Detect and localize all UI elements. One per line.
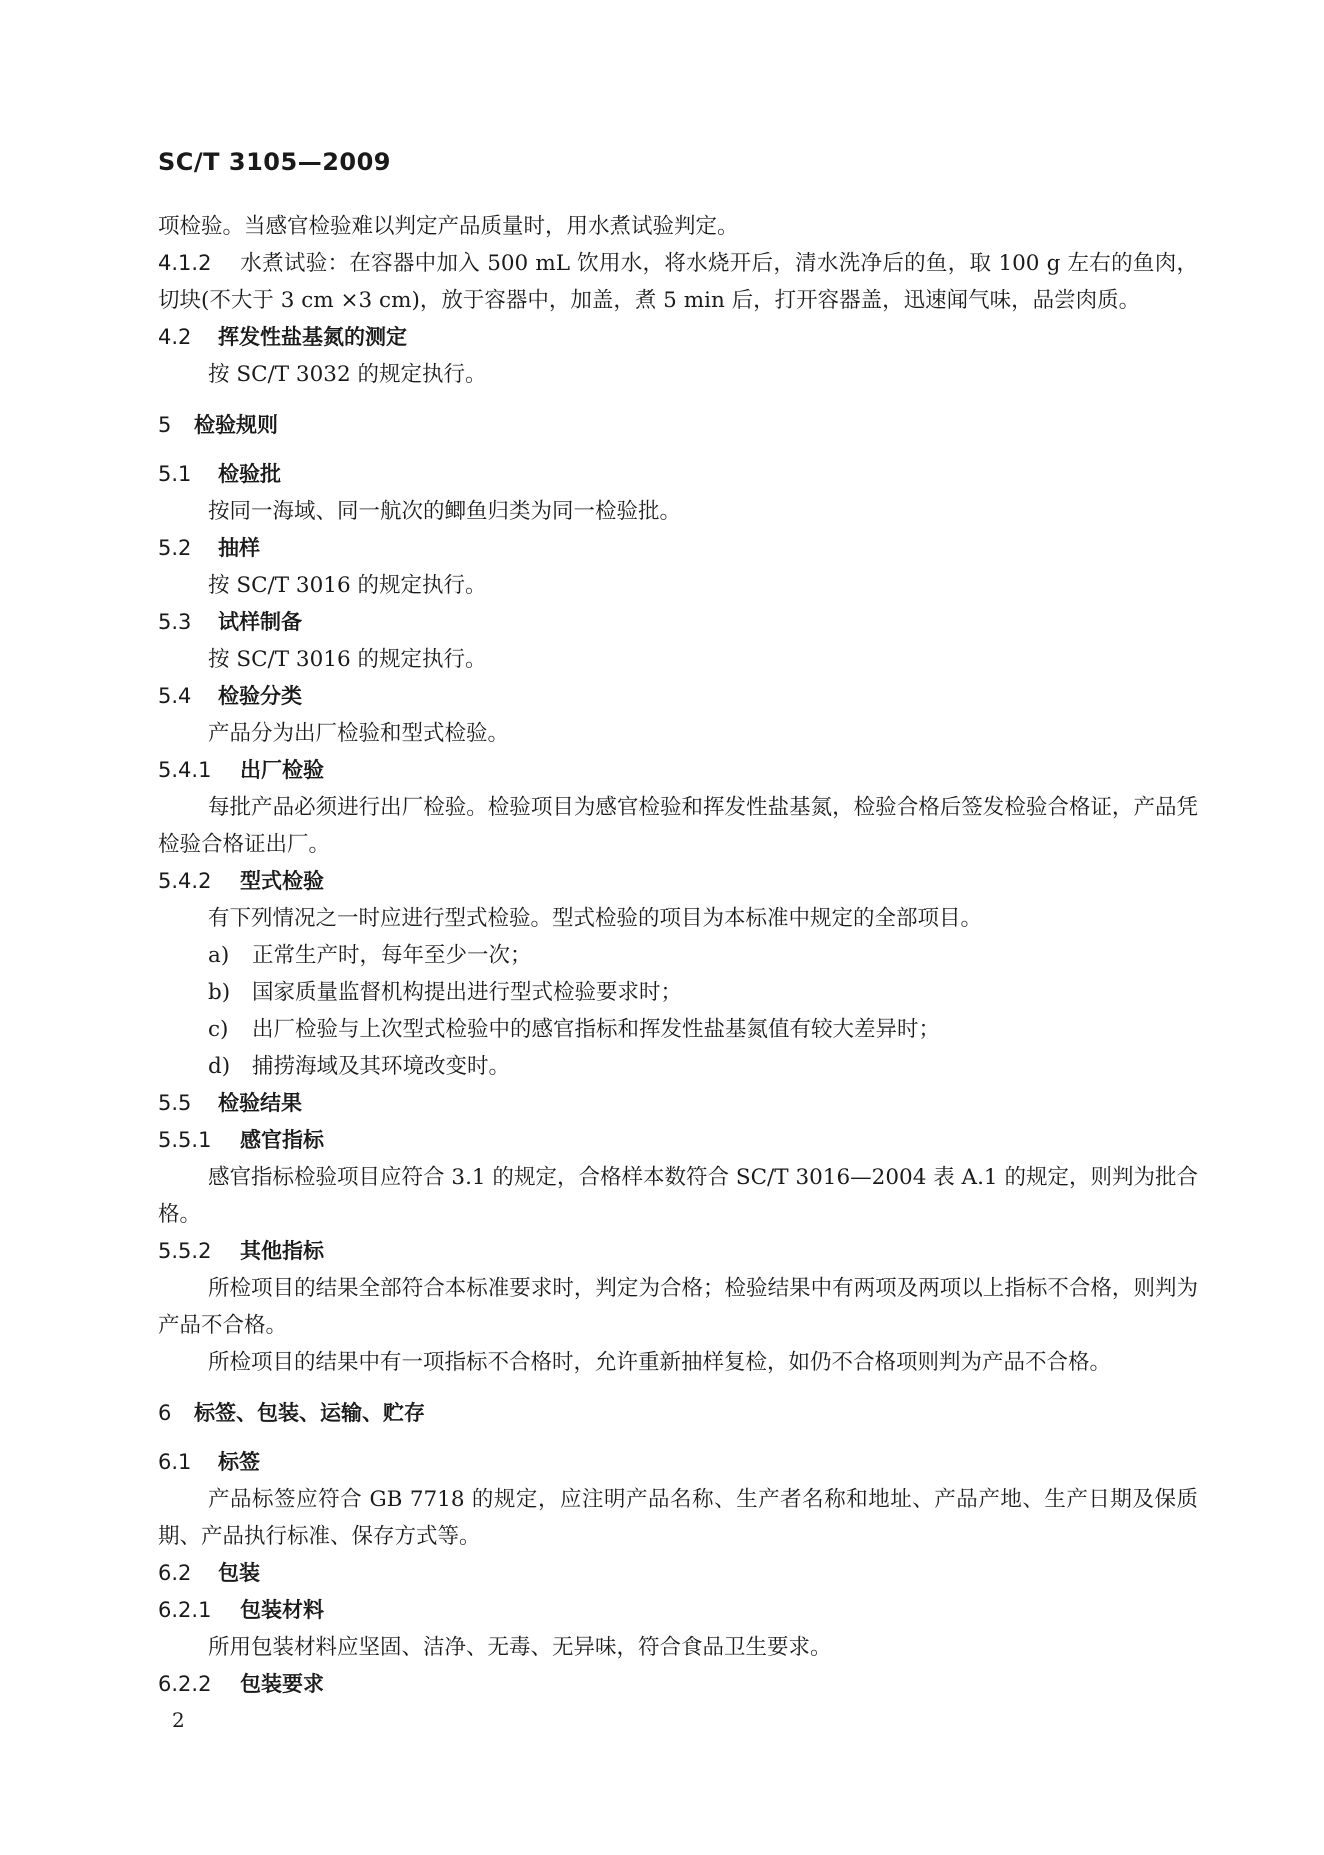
clause-number: 5.4 xyxy=(158,684,192,708)
clause-5-2-text: 按 SC/T 3016 的规定执行。 xyxy=(208,573,487,598)
clause-title: 包装材料 xyxy=(240,1598,324,1622)
list-item xyxy=(158,974,1198,1011)
clause-5-2-heading xyxy=(158,530,1198,567)
clause-5-4-text: 产品分为出厂检验和型式检验。 xyxy=(208,721,510,746)
list-item-label: b) xyxy=(208,980,231,1005)
clause-6-2-1-text: 所用包装材料应坚固、洁净、无毒、无异味，符合食品卫生要求。 xyxy=(208,1635,832,1660)
clause-5-5-1-heading xyxy=(158,1122,1198,1159)
clause-title: 出厂检验 xyxy=(240,758,324,782)
clause-number: 6.2 xyxy=(158,1561,192,1585)
clause-number: 5.5.2 xyxy=(158,1239,212,1263)
clause-5-4-1-text: 每批产品必须进行出厂检验。检验项目为感官检验和挥发性盐基氮，检验合格后签发检验合格证，产品凭检验合格证出厂。 xyxy=(158,795,1198,857)
clause-5-1-heading xyxy=(158,456,1198,493)
chapter-number: 5 xyxy=(158,413,172,437)
list-item-label: a) xyxy=(208,943,230,968)
clause-number: 4.2 xyxy=(158,325,192,349)
clause-5-3-text: 按 SC/T 3016 的规定执行。 xyxy=(208,647,487,672)
clause-number: 5.5 xyxy=(158,1091,192,1115)
clause-5-4-heading xyxy=(158,678,1198,715)
clause-title: 感官指标 xyxy=(240,1128,324,1152)
clause-number: 5.2 xyxy=(158,536,192,560)
clause-5-5-2-text-2: 所检项目的结果中有一项指标不合格时，允许重新抽样复检，如仍不合格项则判为产品不合格。 xyxy=(208,1350,1112,1375)
list-item xyxy=(158,937,1198,974)
clause-title: 包装要求 xyxy=(240,1672,324,1696)
page-number: 2 xyxy=(172,1708,185,1732)
clause-number: 5.5.1 xyxy=(158,1128,212,1152)
clause-number: 6.2.1 xyxy=(158,1598,212,1622)
clause-6-1-heading xyxy=(158,1444,1198,1481)
list-item xyxy=(158,1048,1198,1085)
clause-6-1-text: 产品标签应符合 GB 7718 的规定，应注明产品名称、生产者名称和地址、产品产地、生产日期及保质期、产品执行标准、保存方式等。 xyxy=(158,1487,1198,1549)
continuation-paragraph: 项检验。当感官检验难以判定产品质量时，用水煮试验判定。 xyxy=(158,214,739,239)
clause-number: 6.2.2 xyxy=(158,1672,212,1696)
chapter-title: 标签、包装、运输、贮存 xyxy=(194,1401,425,1425)
standard-code-header: SC/T 3105—2009 xyxy=(158,148,391,176)
clause-5-1-text: 按同一海域、同一航次的鲫鱼归类为同一检验批。 xyxy=(208,499,682,524)
clause-5-4-2-heading xyxy=(158,863,1198,900)
document-body xyxy=(158,208,1198,1703)
clause-title: 其他指标 xyxy=(240,1239,324,1263)
clause-title: 包装 xyxy=(218,1561,260,1585)
clause-title: 挥发性盐基氮的测定 xyxy=(218,325,407,349)
clause-5-5-1-text: 感官指标检验项目应符合 3.1 的规定，合格样本数符合 SC/T 3016—2004 表 A.1 的规定，则判为批合格。 xyxy=(158,1165,1198,1227)
list-item-label: d) xyxy=(208,1054,231,1079)
chapter-6-heading xyxy=(158,1395,1198,1432)
clause-number: 4.1.2 xyxy=(158,251,212,275)
clause-text: 水煮试验：在容器中加入 500 mL 饮用水，将水烧开后，清水洗净后的鱼，取 100 g 左右的鱼肉，切块(不大于 3 cm ×3 cm)，放于容器中，加盖，煮 5 min 后，打开容器盖，迅速闻气味，品尝肉质。 xyxy=(158,251,1198,313)
clause-5-4-1-heading xyxy=(158,752,1198,789)
clause-5-5-2-text-1: 所检项目的结果全部符合本标准要求时，判定为合格；检验结果中有两项及两项以上指标不合格，则判为产品不合格。 xyxy=(158,1276,1198,1338)
clause-title: 标签 xyxy=(218,1450,260,1474)
chapter-5-heading xyxy=(158,407,1198,444)
list-item-text: 国家质量监督机构提出进行型式检验要求时； xyxy=(252,980,683,1005)
clause-5-3-heading xyxy=(158,604,1198,641)
clause-6-2-1-heading xyxy=(158,1592,1198,1629)
clause-4-2-text: 按 SC/T 3032 的规定执行。 xyxy=(208,362,487,387)
clause-number: 6.1 xyxy=(158,1450,192,1474)
clause-title: 检验分类 xyxy=(218,684,302,708)
clause-title: 抽样 xyxy=(218,536,260,560)
clause-title: 型式检验 xyxy=(240,869,324,893)
list-item-label: c) xyxy=(208,1017,229,1042)
clause-title: 试样制备 xyxy=(218,610,302,634)
clause-number: 5.4.1 xyxy=(158,758,212,782)
clause-6-2-2-heading xyxy=(158,1666,1198,1703)
clause-5-5-heading xyxy=(158,1085,1198,1122)
clause-number: 5.3 xyxy=(158,610,192,634)
list-item-text: 出厂检验与上次型式检验中的感官指标和挥发性盐基氮值有较大差异时； xyxy=(252,1017,941,1042)
clause-5-4-2-text: 有下列情况之一时应进行型式检验。型式检验的项目为本标准中规定的全部项目。 xyxy=(208,906,983,931)
clause-4-2-heading xyxy=(158,319,1198,356)
chapter-number: 6 xyxy=(158,1401,172,1425)
clause-title: 检验结果 xyxy=(218,1091,302,1115)
clause-number: 5.4.2 xyxy=(158,869,212,893)
chapter-title: 检验规则 xyxy=(194,413,278,437)
list-item-text: 捕捞海域及其环境改变时。 xyxy=(252,1054,511,1079)
clause-5-5-2-heading xyxy=(158,1233,1198,1270)
clause-6-2-heading xyxy=(158,1555,1198,1592)
list-item-text: 正常生产时，每年至少一次； xyxy=(252,943,532,968)
clause-title: 检验批 xyxy=(218,462,281,486)
clause-number: 5.1 xyxy=(158,462,192,486)
list-item xyxy=(158,1011,1198,1048)
clause-4-1-2 xyxy=(158,245,1198,319)
